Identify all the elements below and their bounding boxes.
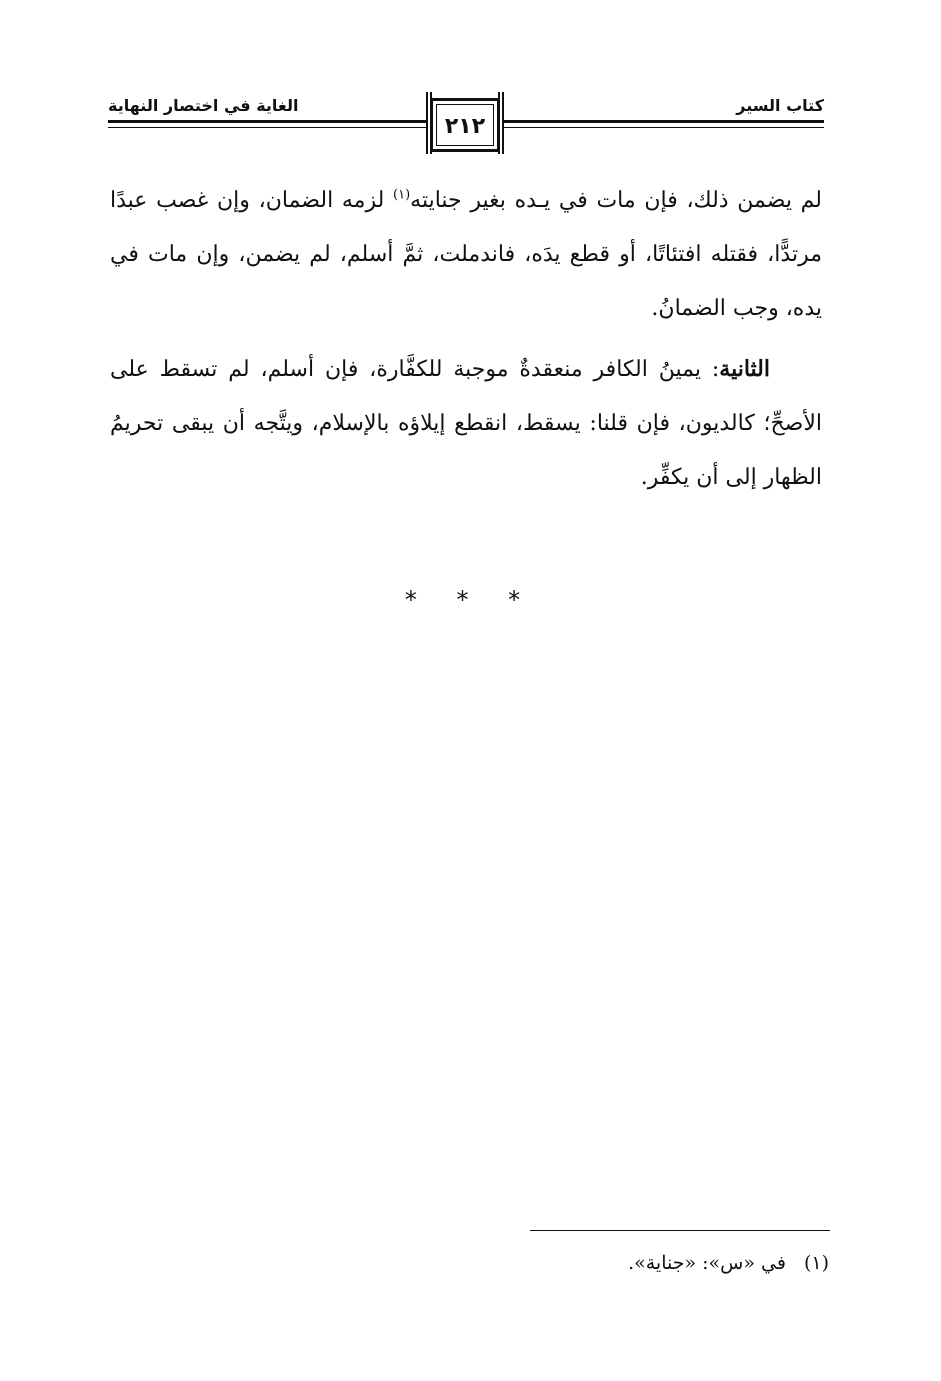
header-rule-right xyxy=(502,120,824,123)
header-rule-left xyxy=(108,120,430,123)
page-number: ٢١٢ xyxy=(444,114,486,139)
paragraph-2 xyxy=(110,342,822,505)
paragraph-1-text-b: لزمه الضمان، وإن غصب عبدًا مرتدًّا، فقتله افتئاتًا، أو قطع يدَه، فاندملت، ثمَّ أسلم، لم يضمن، وإن مات في يده، وجب الضمانُ. xyxy=(110,188,822,321)
footnote-number: (١) xyxy=(803,1252,829,1274)
paragraph-2-term: الثانية xyxy=(719,356,770,382)
footnote-rule xyxy=(530,1230,830,1231)
paragraph-1-text-a: لم يضمن ذلك، فإن مات في يـده بغير جنايته xyxy=(410,188,823,213)
book-title: الغاية في اختصار النهاية xyxy=(108,96,299,115)
paragraph-2-text: : يمينُ الكافر منعقدةٌ موجبة للكفَّارة، فإن أسلم، لم تسقط على الأصحِّ؛ كالديون، فإن قلنا: يسقط، انقطع إيلاؤه بالإسلام، ويتَّجه أن يبقى تحريمُ الظهار إلى أن يكفِّر. xyxy=(110,357,822,490)
footnote-text: في «س»: «جناية». xyxy=(628,1252,786,1274)
footnote-reference[interactable]: (١) xyxy=(393,187,411,203)
header-rule-right-thin xyxy=(502,127,824,128)
page-number-frame xyxy=(426,92,504,154)
paragraph-1 xyxy=(110,174,822,336)
main-text xyxy=(110,174,822,505)
header-rule-left-thin xyxy=(108,127,430,128)
footnote-1 xyxy=(628,1252,829,1274)
running-header xyxy=(108,92,824,156)
section-separator: * * * xyxy=(404,586,537,614)
chapter-title: كتاب السير xyxy=(736,96,824,115)
